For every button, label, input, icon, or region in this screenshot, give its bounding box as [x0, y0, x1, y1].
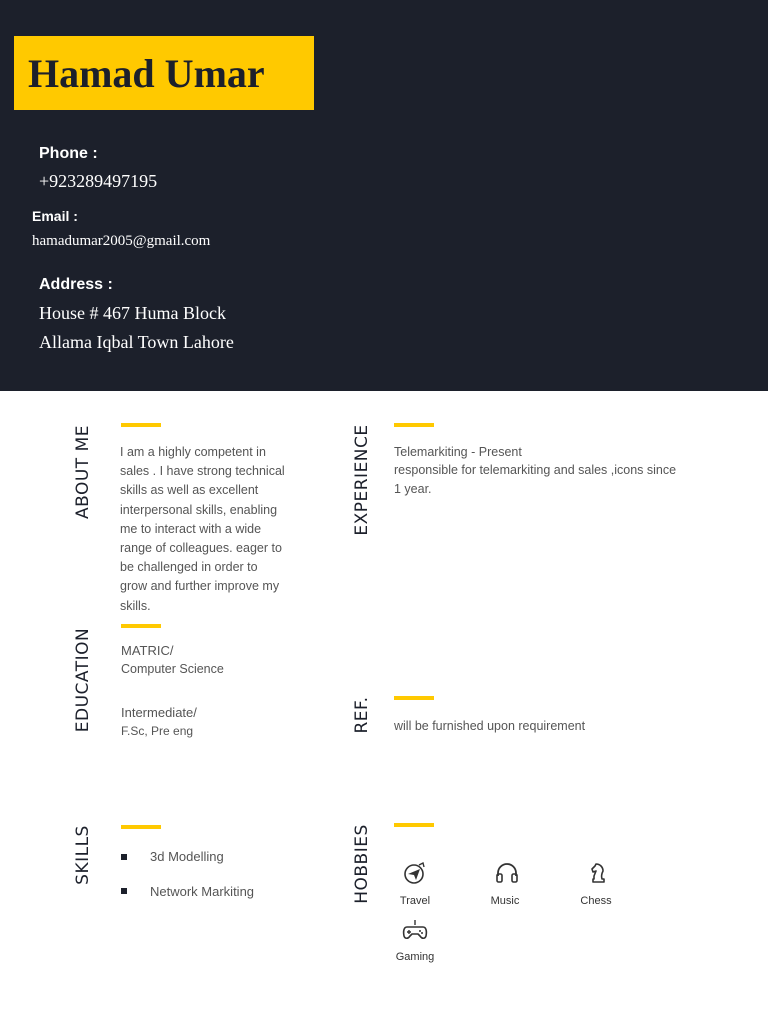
about-line: I am a highly competent in — [120, 445, 266, 459]
education-accent-line — [121, 624, 161, 628]
skills-title: SKILLS — [73, 825, 93, 885]
address-line-2: Allama Iqbal Town Lahore — [39, 332, 234, 352]
experience-accent-line — [394, 423, 434, 427]
skill-item: 3d Modelling — [150, 849, 224, 864]
skills-accent-line — [121, 825, 161, 829]
hobby-label-travel: Travel — [399, 895, 431, 907]
about-line: skills as well as excellent — [120, 483, 259, 498]
ref-text: will be furnished upon requirement — [394, 719, 586, 733]
email-label: Email : — [32, 208, 78, 224]
about-line: be challenged in order to — [120, 560, 258, 575]
full-name: Hamad Umar — [28, 51, 265, 96]
gamepad-icon — [402, 917, 428, 943]
experience-desc-2: 1 year. — [394, 482, 432, 496]
hobbies-title: HOBBIES — [352, 824, 372, 904]
about-line: sales . I have strong technical — [120, 464, 285, 479]
education-item-2-sub: F.Sc, Pre eng — [121, 724, 194, 738]
address-label: Address : — [39, 276, 113, 293]
headphones-icon — [494, 860, 520, 886]
education-title: EDUCATION — [73, 627, 93, 733]
about-text — [120, 443, 285, 616]
chess-knight-icon — [585, 860, 611, 886]
education-item-2-title: Intermediate/ — [121, 705, 197, 720]
about-line: interpersonal skills, enabling — [120, 502, 278, 517]
hobby-label-chess: Chess — [580, 895, 612, 907]
ref-accent-line — [394, 696, 434, 700]
travel-icon — [402, 860, 428, 886]
phone-value: +923289497195 — [39, 171, 158, 191]
skill-bullet — [121, 888, 127, 894]
about-line: range of colleagues. eager to — [120, 541, 282, 556]
ref-title: REF. — [352, 696, 372, 734]
hobby-label-music: Music — [490, 895, 520, 907]
email-value: hamadumar2005@gmail.com — [32, 233, 211, 249]
phone-label: Phone : — [39, 145, 98, 162]
education-item-1-title: MATRIC/ — [121, 643, 174, 658]
about-line: skills. — [120, 598, 151, 613]
header-panel — [0, 0, 768, 391]
about-line: me to interact with a wide — [120, 521, 262, 536]
skill-item: Network Markiting — [150, 884, 255, 899]
education-item-1-sub: Computer Science — [121, 662, 224, 676]
experience-desc-1: responsible for telemarkiting and sales ,icons since — [394, 463, 677, 477]
about-accent-line — [121, 423, 161, 427]
hobby-label-gaming: Gaming — [395, 951, 435, 963]
address-line-1: House # 467 Huma Block — [39, 303, 226, 323]
experience-title: EXPERIENCE — [352, 424, 372, 536]
hobbies-accent-line — [394, 823, 434, 827]
about-title: ABOUT ME — [73, 424, 93, 520]
experience-role: Telemarkiting - Present — [394, 445, 522, 459]
about-line: grow and further improve my — [120, 579, 280, 594]
skill-bullet — [121, 854, 127, 860]
